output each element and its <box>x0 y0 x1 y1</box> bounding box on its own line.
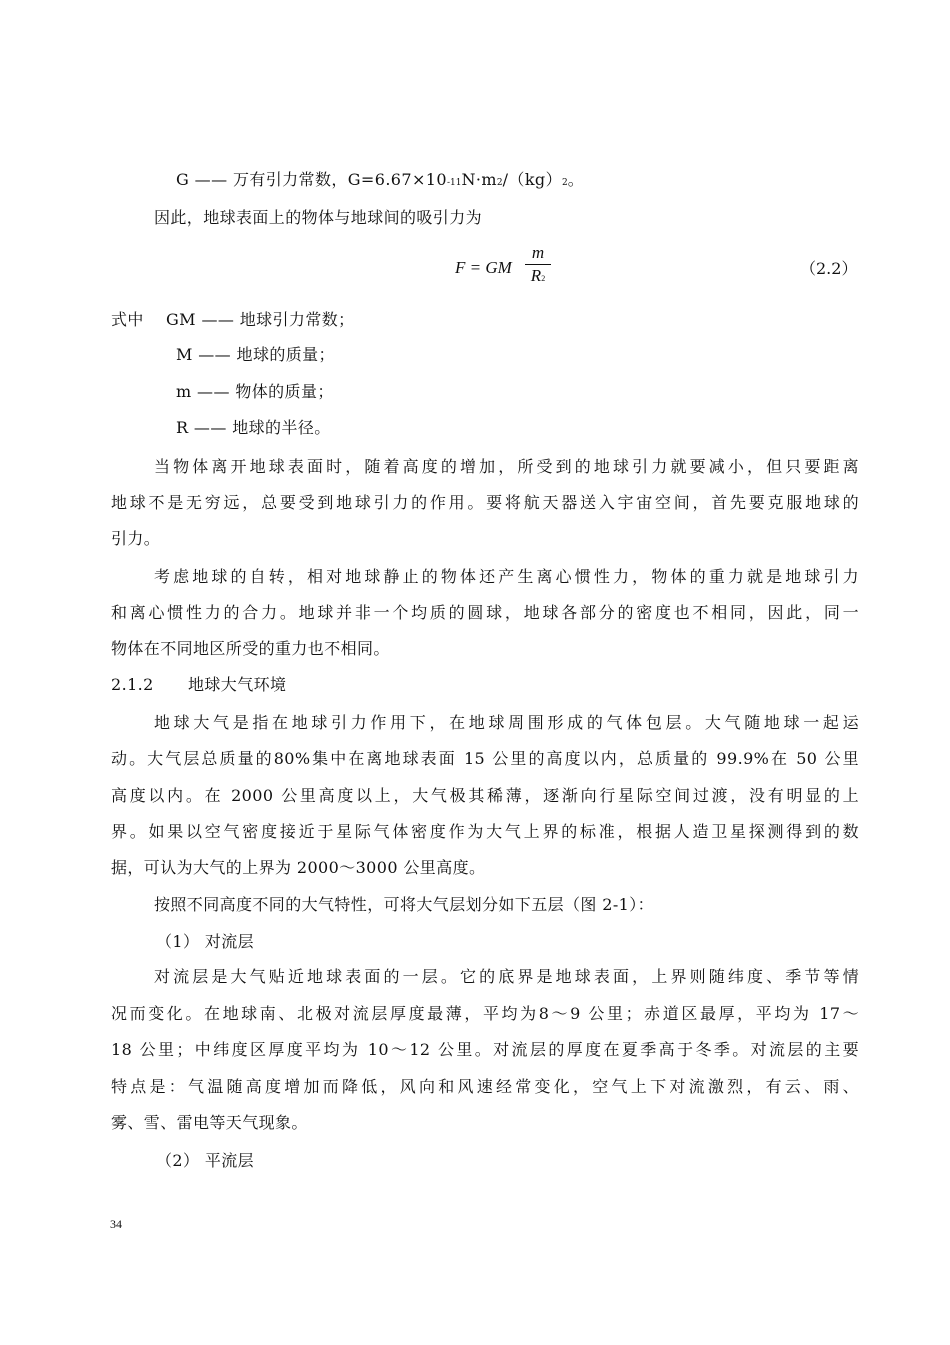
formula-lhs: F = GM <box>455 258 512 277</box>
para5-line-2: 况而变化。在地球南、北极对流层厚度最薄，平均为8～9 公里；赤道区最厚，平均为 17～ <box>111 1004 859 1023</box>
subsection-1-heading: （1） 对流层 <box>156 932 255 951</box>
definition-m-upper: M —— 地球的质量； <box>176 345 335 364</box>
formula-denominator: R <box>530 266 542 285</box>
g-def-exponent-3: 2 <box>561 178 568 188</box>
gravitational-constant-definition <box>176 170 924 193</box>
formula-numerator: m <box>531 243 545 262</box>
equation-number: （2.2） <box>800 259 858 278</box>
para3-line-2: 动。大气层总质量的80%集中在离地球表面 15 公里的高度以内，总质量的 99.9%在 50 公里 <box>111 749 859 768</box>
para5-line-5: 雾、雪、雷电等天气现象。 <box>111 1113 308 1132</box>
subsection-2-heading: （2） 平流层 <box>156 1151 255 1170</box>
page-number: 34 <box>110 1217 122 1231</box>
para5-line-4: 特点是：气温随高度增加而降低，风向和风速经常变化，空气上下对流激烈，有云、雨、 <box>111 1077 859 1096</box>
definitions-lead: 式中 <box>111 310 144 329</box>
formula-denominator-wrap <box>525 266 551 289</box>
g-def-unit-2: /（kg） <box>502 170 562 189</box>
para3-line-1: 地球大气是指在地球引力作用下，在地球周围形成的气体包层。大气随地球一起运 <box>154 713 859 732</box>
definition-m-lower: m —— 物体的质量； <box>176 382 334 401</box>
section-number: 2.1.2 <box>111 675 154 694</box>
para5-line-1: 对流层是大气贴近地球表面的一层。它的底界是地球表面，上界则随纬度、季节等情 <box>154 967 859 986</box>
formula-denominator-exponent: 2 <box>541 274 546 283</box>
g-def-exponent-2: 2 <box>496 178 503 188</box>
para2-line-1: 考虑地球的自转，相对地球静止的物体还产生离心惯性力，物体的重力就是地球引力 <box>154 567 859 586</box>
fraction-bar <box>525 264 551 265</box>
para4-line: 按照不同高度不同的大气特性，可将大气层划分如下五层（图 2-1）： <box>154 895 655 914</box>
para3-line-4: 界。如果以空气密度接近于星际气体密度作为大气上界的标准，根据人造卫星探测得到的数 <box>111 822 859 841</box>
para1-line-1: 当物体离开地球表面时，随着高度的增加，所受到的地球引力就要减小，但只要距离 <box>154 457 859 476</box>
para5-line-3: 18 公里；中纬度区厚度平均为 10～12 公里。对流层的厚度在夏季高于冬季。对流层的主要 <box>111 1040 859 1059</box>
para3-line-5: 据，可认为大气的上界为 2000～3000 公里高度。 <box>111 858 486 877</box>
formula-fraction <box>525 244 551 289</box>
definition-gm: GM —— 地球引力常数； <box>166 310 355 329</box>
g-def-prefix: G —— 万有引力常数，G=6.67×10 <box>176 170 447 189</box>
para1-line-3: 引力。 <box>111 529 161 548</box>
definition-r: R —— 地球的半径。 <box>176 418 331 437</box>
para3-line-3: 高度以内。在 2000 公里高度以上，大气极其稀薄，逐渐向行星际空间过渡，没有明显的上 <box>111 786 859 805</box>
para2-line-2: 和离心惯性力的合力。地球并非一个均质的圆球，地球各部分的密度也不相同，因此，同一 <box>111 603 859 622</box>
g-def-exponent: -11 <box>446 178 462 188</box>
g-def-end: 。 <box>567 170 585 189</box>
para1-line-2: 地球不是无穷远，总要受到地球引力的作用。要将航天器送入宇宙空间，首先要克服地球的 <box>111 493 859 512</box>
para2-line-3: 物体在不同地区所受的重力也不相同。 <box>111 639 390 658</box>
section-title: 地球大气环境 <box>188 675 287 694</box>
g-def-unit: N·m <box>461 170 497 189</box>
formula-intro: 因此，地球表面上的物体与地球间的吸引力为 <box>154 208 483 227</box>
gravity-formula <box>455 244 565 294</box>
